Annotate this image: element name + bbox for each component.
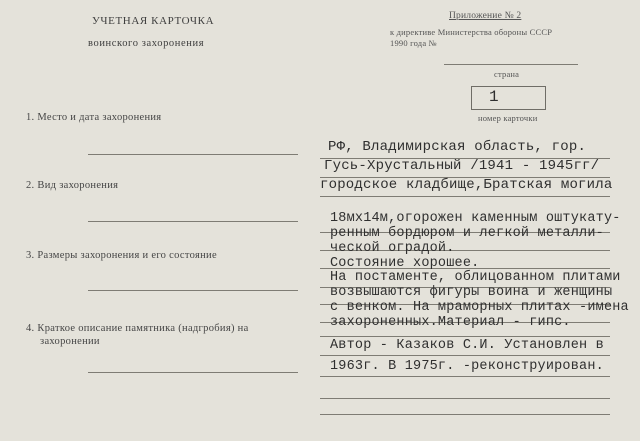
right-rule — [320, 336, 610, 337]
right-rule — [320, 376, 610, 377]
size-line-4: Состояние хорошее. — [330, 256, 480, 271]
size-line-2: ренным бордюром и легкой металли- — [330, 226, 604, 241]
card-subtitle: воинского захоронения — [88, 38, 205, 49]
appendix-line-2: 1990 года № — [390, 38, 437, 48]
right-rule — [320, 414, 610, 415]
left-rule — [88, 221, 298, 222]
right-rule — [320, 398, 610, 399]
country-label: страна — [494, 69, 520, 79]
left-rule — [88, 290, 298, 291]
field-4-label-line-2: захоронении — [40, 336, 100, 347]
appendix-label: Приложение № 2 — [449, 11, 522, 21]
left-rule — [88, 154, 298, 155]
country-line — [444, 64, 578, 65]
card-title: УЧЕТНАЯ КАРТОЧКА — [92, 15, 215, 27]
right-rule — [320, 196, 610, 197]
description-line-4: захороненных.Материал - гипс. — [330, 315, 571, 330]
description-line-1: На постаменте, облицованном плитами — [330, 270, 621, 285]
card-number-label: номер карточки — [478, 113, 538, 123]
description-line-2: возвышаются фигуры воина и женщины — [330, 285, 613, 300]
right-rule — [320, 355, 610, 356]
field-1-label: 1. Место и дата захоронения — [26, 112, 162, 123]
size-line-1: 18мх14м,огорожен каменным оштукату- — [330, 211, 621, 226]
field-2-label: 2. Вид захоронения — [26, 180, 119, 191]
card-number: 1 — [489, 88, 499, 106]
card-number-box — [471, 86, 546, 110]
field-3-label: 3. Размеры захоронения и его состояние — [26, 250, 217, 261]
left-rule — [88, 372, 298, 373]
description-line-3: с венком. На мраморных плитах -имена — [330, 300, 629, 315]
place-line-1: РФ, Владимирская область, гор. — [328, 139, 587, 155]
place-line-2: Гусь-Хрустальный /1941 - 1945гг/ — [324, 158, 600, 174]
description-line-5: Автор - Казаков С.И. Установлен в — [330, 338, 604, 353]
burial-type: городское кладбище,Братская могила — [320, 177, 613, 193]
appendix-line-1: к директиве Министерства обороны СССР — [390, 27, 553, 37]
description-line-6: 1963г. В 1975г. -реконструирован. — [330, 359, 604, 374]
size-line-3: ческой оградой. — [330, 241, 455, 256]
field-4-label-line-1: 4. Краткое описание памятника (надгробия) на — [26, 323, 249, 334]
